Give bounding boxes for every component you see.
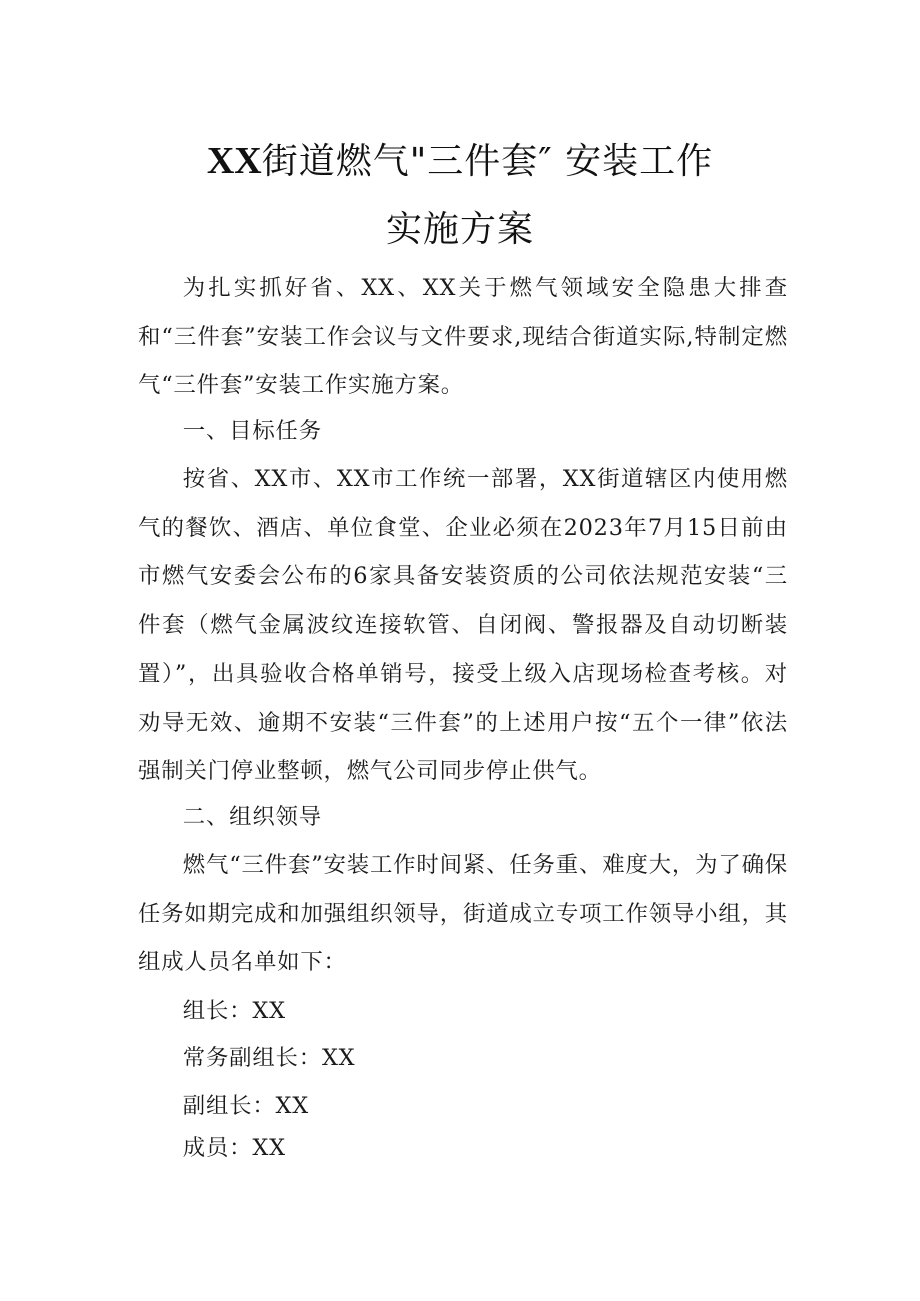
document-title-line-1 bbox=[0, 133, 920, 184]
section-1-body-block bbox=[138, 455, 788, 796]
intro-paragraph: 为扎实抓好省、XX、XX关于燃气领域安全隐患大排查和“三件套”安装工作会议与文件要求,现结合街道实际,特制定燃气“三件套”安装工作实施方案。 bbox=[138, 275, 788, 399]
section-1-block bbox=[138, 407, 788, 456]
member-staff: 成员：XX bbox=[182, 1135, 286, 1161]
title-main: 街道燃气"三件套″ 安装工作 bbox=[261, 141, 714, 182]
member-deputy: 副组长：XX bbox=[182, 1093, 310, 1119]
section-2-paragraph: 燃气“三件套”安装工作时间紧、任务重、难度大，为了确保任务如期完成和加强组织领导，街道成立专项工作领导小组，其组成人员名单如下： bbox=[138, 852, 788, 976]
member-deputy-block bbox=[138, 1086, 788, 1126]
document-title-line-2: 实施方案 bbox=[385, 209, 534, 250]
member-leader: 组长：XX bbox=[182, 998, 286, 1024]
title-prefix: XX bbox=[206, 140, 262, 182]
section-2-heading: 二、组织领导 bbox=[182, 804, 322, 830]
section-1-heading: 一、目标任务 bbox=[182, 418, 322, 444]
member-executive-deputy-block bbox=[138, 1038, 788, 1078]
member-executive-deputy: 常务副组长：XX bbox=[182, 1045, 356, 1071]
section-2-block bbox=[138, 793, 788, 842]
section-2-body-block bbox=[138, 841, 788, 987]
section-1-paragraph: 按省、XX市、XX市工作统一部署，XX街道辖区内使用燃气的餐饮、酒店、单位食堂、企业必须在2023年7月15日前由市燃气安委会公布的6家具备安装资质的公司依法规范安装“三件套（燃气金属波纹连接软管、自闭阀、警报器及自动切断装置）”，出具验收合格单销号，接受上级入店现场检查考核。对劝导无效、逾期不安装“三件套”的上述用户按“五个一律”依法强制关门停业整顿，燃气公司同步停止供气。 bbox=[138, 466, 788, 785]
member-leader-block bbox=[138, 991, 788, 1031]
member-staff-block bbox=[138, 1128, 788, 1168]
intro-block bbox=[138, 264, 788, 410]
